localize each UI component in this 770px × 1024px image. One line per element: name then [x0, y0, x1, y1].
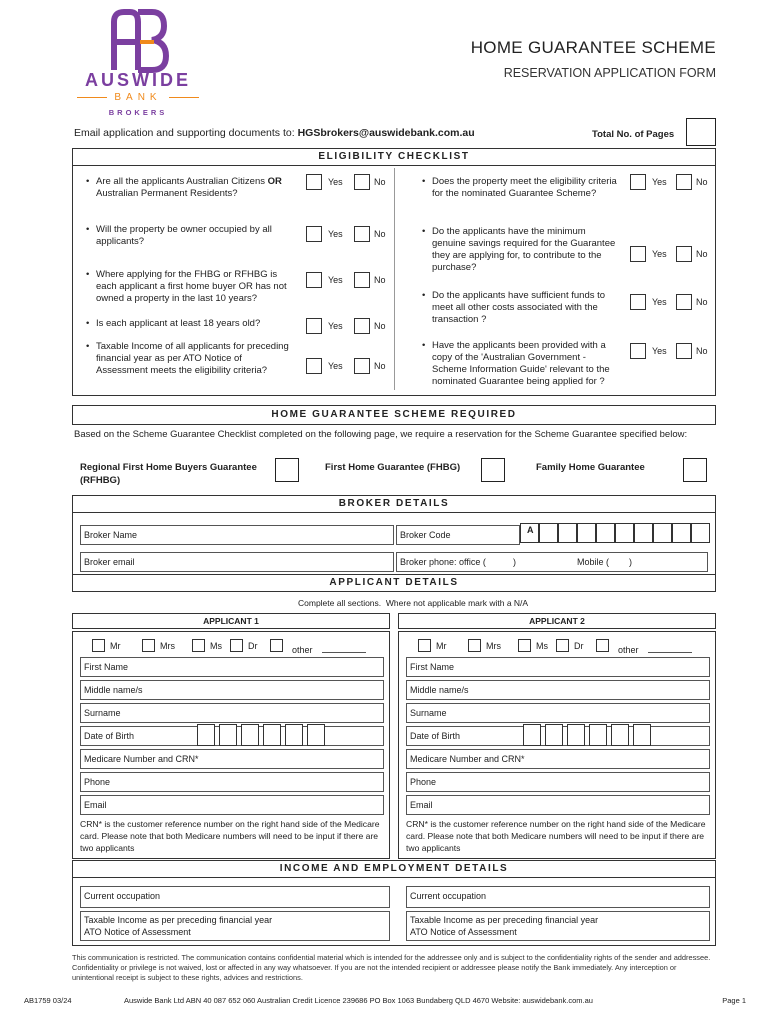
no-label: No	[374, 321, 386, 331]
taxable-2-sub: ATO Notice of Assessment	[410, 927, 517, 937]
broker-email-label: Broker email	[84, 557, 135, 567]
form-subtitle: RESERVATION APPLICATION FORM	[503, 66, 716, 80]
footer-code: AB1759 03/24	[24, 996, 72, 1005]
title-label: Ms	[210, 641, 222, 651]
broker-code-digit[interactable]	[539, 523, 558, 543]
applicant-field-label: First Name	[84, 662, 129, 672]
title-label: Mr	[110, 641, 121, 651]
dob-digit-box[interactable]	[567, 724, 585, 746]
brand-sub: BROKERS	[108, 108, 168, 117]
title-dr-checkbox[interactable]	[230, 639, 243, 652]
yes-checkbox[interactable]	[306, 174, 322, 190]
scheme-option-family: Family Home Guarantee	[536, 462, 645, 473]
applicant-2-title: APPLICANT 2	[529, 616, 585, 626]
no-checkbox[interactable]	[354, 272, 370, 288]
question-emphasis: OR	[267, 176, 282, 187]
broker-phone-field[interactable]	[396, 552, 708, 572]
applicant-2-header	[398, 613, 716, 629]
occupation-1-label: Current occupation	[84, 891, 161, 901]
yes-label: Yes	[652, 297, 667, 307]
broker-heading: BROKER DETAILS	[72, 495, 716, 513]
no-label: No	[374, 177, 386, 187]
title-label: Mr	[436, 641, 447, 651]
total-pages-label: Total No. of Pages	[592, 129, 675, 140]
applicant-1-header	[72, 613, 390, 629]
applicant-1-field[interactable]	[80, 726, 384, 746]
no-label: No	[696, 177, 708, 187]
applicant-heading: APPLICANT DETAILS	[72, 574, 716, 592]
income-heading: INCOME AND EMPLOYMENT DETAILS	[72, 860, 716, 878]
yes-checkbox[interactable]	[306, 358, 322, 374]
question-text: Will the property be owner occupied by all applicants?	[96, 224, 272, 247]
eligibility-question-right: • Have the applicants been provided with a copy of the 'Australian Government - Scheme Information Guide' relevant to the nominated Guarantee being applied for ?	[432, 340, 620, 388]
scheme-fhbg-checkbox[interactable]	[481, 458, 505, 482]
applicant-1-field[interactable]	[80, 680, 384, 700]
applicant-1-field[interactable]	[80, 795, 384, 815]
yes-checkbox[interactable]	[630, 246, 646, 262]
no-checkbox[interactable]	[354, 358, 370, 374]
applicant-1-field[interactable]	[80, 749, 384, 769]
broker-code-digit[interactable]	[520, 523, 539, 543]
yes-checkbox[interactable]	[630, 174, 646, 190]
taxable-1-sub: ATO Notice of Assessment	[84, 927, 191, 937]
taxable-1-label: Taxable Income as per preceding financial year	[84, 915, 273, 925]
broker-code-digit[interactable]	[691, 523, 710, 543]
broker-code-digit[interactable]	[634, 523, 653, 543]
applicant-field-label: Date of Birth	[410, 731, 461, 741]
broker-code-label: Broker Code	[400, 530, 451, 540]
title-ms-checkbox[interactable]	[192, 639, 205, 652]
broker-code-digit[interactable]	[577, 523, 596, 543]
eligibility-question-left	[96, 341, 294, 377]
applicant-2-field[interactable]	[406, 795, 710, 815]
brand-name: AUSWIDE	[85, 70, 191, 90]
email-address[interactable]: HGSbrokers@auswidebank.com.au	[297, 127, 475, 139]
applicant-field-label: Surname	[84, 708, 121, 718]
total-pages-box[interactable]	[686, 118, 716, 146]
eligibility-question-left	[96, 318, 294, 330]
no-checkbox[interactable]	[354, 174, 370, 190]
applicant-field-label: First Name	[410, 662, 455, 672]
no-checkbox[interactable]	[676, 174, 692, 190]
dob-digit-box[interactable]	[241, 724, 259, 746]
applicant-field-label: Email	[84, 800, 107, 810]
scheme-option-fhbg: First Home Guarantee (FHBG)	[325, 462, 461, 473]
crn-note: CRN* is the customer reference number on the right hand side of the Medicare card. Please note that both Medicare numbers will need to be input if there are two applicants	[80, 819, 380, 853]
broker-phone-label: Broker phone: office (	[400, 557, 486, 567]
dob-digit-box[interactable]	[219, 724, 237, 746]
title-label: Dr	[248, 641, 258, 651]
title-mr-checkbox[interactable]	[418, 639, 431, 652]
scheme-rfhbg-checkbox[interactable]	[275, 458, 299, 482]
title-other-label: other	[292, 645, 313, 655]
occupation-2-field[interactable]	[406, 886, 710, 908]
broker-code-digit[interactable]	[558, 523, 577, 543]
title-mrs-checkbox[interactable]	[468, 639, 481, 652]
taxable-2-label: Taxable Income as per preceding financial year	[410, 915, 599, 925]
yes-label: Yes	[328, 177, 343, 187]
footer-company: Auswide Bank Ltd ABN 40 087 652 060 Australian Credit Licence 239686 PO Box 1063 Bundaberg QLD 4670 Website: auswidebank.com.au	[124, 996, 593, 1005]
applicant-2-field[interactable]	[406, 657, 710, 677]
title-ms-checkbox[interactable]	[518, 639, 531, 652]
applicant-field-label: Date of Birth	[84, 731, 135, 741]
dob-digit-box[interactable]	[197, 724, 215, 746]
applicant-field-label: Email	[410, 800, 433, 810]
eligibility-question-left	[96, 176, 294, 200]
title-label: Mrs	[486, 641, 501, 651]
no-checkbox[interactable]	[354, 318, 370, 334]
scheme-option-rfhbg: Regional First Home Buyers Guarantee (RFHBG)	[80, 462, 257, 486]
disclaimer: This communication is restricted. The communication contains confidential material which is intended for the addressee only and is subject to the confidentiality rights of the sender and addressee. Confidentiality or privilege is not waived, lost or affected in any way whatsoever. If you are not the intended recipient or addressee please notify the Bank immediately. Any interception or unintentional receipt is subject to these rights, advices and restrictions.	[72, 953, 711, 982]
title-label: Ms	[536, 641, 548, 651]
broker-code-digit[interactable]	[596, 523, 615, 543]
title-other-checkbox[interactable]	[270, 639, 283, 652]
yes-label: Yes	[652, 177, 667, 187]
question-text-cont: Australian Permanent Residents?	[96, 188, 238, 199]
eligibility-divider	[394, 168, 395, 390]
no-label: No	[696, 346, 708, 356]
yes-label: Yes	[652, 346, 667, 356]
scheme-family-checkbox[interactable]	[683, 458, 707, 482]
logo	[68, 8, 208, 118]
email-line	[74, 127, 475, 139]
dob-digit-box[interactable]	[611, 724, 629, 746]
broker-name-field[interactable]	[80, 525, 394, 545]
no-checkbox[interactable]	[676, 294, 692, 310]
applicant-1-field[interactable]	[80, 657, 384, 677]
eligibility-heading: ELIGIBILITY CHECKLIST	[72, 148, 716, 166]
applicant-2-field[interactable]	[406, 749, 710, 769]
title-other-line[interactable]	[322, 652, 366, 653]
applicant-field-label: Phone	[84, 777, 111, 787]
broker-name-label: Broker Name	[84, 530, 138, 540]
yes-label: Yes	[328, 275, 343, 285]
eligibility-question-right: • Do the applicants have the minimum genuine savings required for the Guarantee they are applying for, to contribute to the purchase?	[432, 226, 620, 274]
dob-digit-box[interactable]	[545, 724, 563, 746]
eligibility-question-right: • Do the applicants have sufficient funds to meet all other costs associated with the transaction ?	[432, 290, 620, 326]
no-checkbox[interactable]	[354, 226, 370, 242]
question-text: Where applying for the FHBG or RFHBG is each applicant a first home buyer OR has not owned a property in the last 10 years?	[96, 269, 287, 304]
applicant-field-label: Middle name/s	[84, 685, 143, 695]
taxable-1-field[interactable]	[80, 911, 390, 941]
brand-bank	[70, 92, 206, 103]
broker-code-digit[interactable]	[653, 523, 672, 543]
no-label: No	[696, 249, 708, 259]
ab-monogram-icon	[68, 8, 208, 76]
no-checkbox[interactable]	[676, 246, 692, 262]
dob-digit-box[interactable]	[263, 724, 281, 746]
dob-digit-box[interactable]	[633, 724, 651, 746]
question-text: Is each applicant at least 18 years old?	[96, 318, 261, 329]
eligibility-question-left	[96, 269, 294, 305]
yes-label: Yes	[328, 361, 343, 371]
title-other-label: other	[618, 645, 639, 655]
broker-code-field[interactable]	[396, 525, 520, 545]
scheme-heading: HOME GUARANTEE SCHEME REQUIRED	[72, 405, 716, 425]
no-checkbox[interactable]	[676, 343, 692, 359]
applicant-field-label: Middle name/s	[410, 685, 469, 695]
taxable-2-field[interactable]	[406, 911, 710, 941]
eligibility-question-right: • Does the property meet the eligibility criteria for the nominated Guarantee Scheme?	[432, 176, 620, 200]
title-other-line[interactable]	[648, 652, 692, 653]
eligibility-question-left	[96, 224, 294, 248]
footer-page: Page 1	[722, 996, 746, 1005]
applicant-field-label: Medicare Number and CRN*	[84, 754, 199, 764]
title-other-checkbox[interactable]	[596, 639, 609, 652]
title-label: Mrs	[160, 641, 175, 651]
broker-code-prefix: A	[527, 525, 534, 535]
no-label: No	[374, 275, 386, 285]
applicant-field-label: Surname	[410, 708, 447, 718]
title-mrs-checkbox[interactable]	[142, 639, 155, 652]
title-mr-checkbox[interactable]	[92, 639, 105, 652]
broker-email-field[interactable]	[80, 552, 394, 572]
no-label: No	[374, 229, 386, 239]
scheme-intro: Based on the Scheme Guarantee Checklist completed on the following page, we require a reservation for the Scheme Guarantee specified below:	[74, 429, 688, 440]
yes-checkbox[interactable]	[306, 272, 322, 288]
applicant-note-2: Where not applicable mark with a N/A	[385, 598, 529, 608]
dob-digit-box[interactable]	[523, 724, 541, 746]
question-text: Taxable Income of all applicants for preceding financial year as per ATO Notice of Assessment meets the eligibility criteria?	[96, 341, 289, 376]
applicant-note	[298, 598, 528, 608]
applicant-2-field[interactable]	[406, 703, 710, 723]
broker-code-digit[interactable]	[615, 523, 634, 543]
brand-bank-text: BANK	[114, 92, 162, 103]
dob-digit-box[interactable]	[307, 724, 325, 746]
applicant-1-title: APPLICANT 1	[203, 616, 259, 626]
yes-checkbox[interactable]	[630, 343, 646, 359]
applicant-2-field[interactable]	[406, 680, 710, 700]
broker-phone-close: )	[513, 557, 516, 567]
occupation-1-field[interactable]	[80, 886, 390, 908]
dob-digit-box[interactable]	[589, 724, 607, 746]
title-dr-checkbox[interactable]	[556, 639, 569, 652]
applicant-note-1: Complete all sections.	[298, 598, 382, 608]
no-label: No	[696, 297, 708, 307]
applicant-field-label: Medicare Number and CRN*	[410, 754, 525, 764]
applicant-1-field[interactable]	[80, 772, 384, 792]
yes-checkbox[interactable]	[306, 318, 322, 334]
yes-label: Yes	[328, 321, 343, 331]
form-title: HOME GUARANTEE SCHEME	[470, 38, 716, 57]
email-prefix: Email application and supporting documents to:	[74, 127, 295, 139]
no-label: No	[374, 361, 386, 371]
applicant-2-field[interactable]	[406, 772, 710, 792]
question-text: Are all the applicants Australian Citizens	[96, 176, 268, 187]
dob-digit-box[interactable]	[285, 724, 303, 746]
yes-label: Yes	[652, 249, 667, 259]
applicant-field-label: Phone	[410, 777, 437, 787]
crn-note: CRN* is the customer reference number on the right hand side of the Medicare card. Please note that both Medicare numbers will need to be input if there are two applicants	[406, 819, 706, 853]
broker-mobile-close: )	[629, 557, 632, 567]
broker-mobile-label: Mobile (	[577, 557, 610, 567]
title-label: Dr	[574, 641, 584, 651]
applicant-2-field[interactable]	[406, 726, 710, 746]
yes-label: Yes	[328, 229, 343, 239]
yes-checkbox[interactable]	[630, 294, 646, 310]
occupation-2-label: Current occupation	[410, 891, 487, 901]
yes-checkbox[interactable]	[306, 226, 322, 242]
broker-code-digit[interactable]	[672, 523, 691, 543]
applicant-1-field[interactable]	[80, 703, 384, 723]
